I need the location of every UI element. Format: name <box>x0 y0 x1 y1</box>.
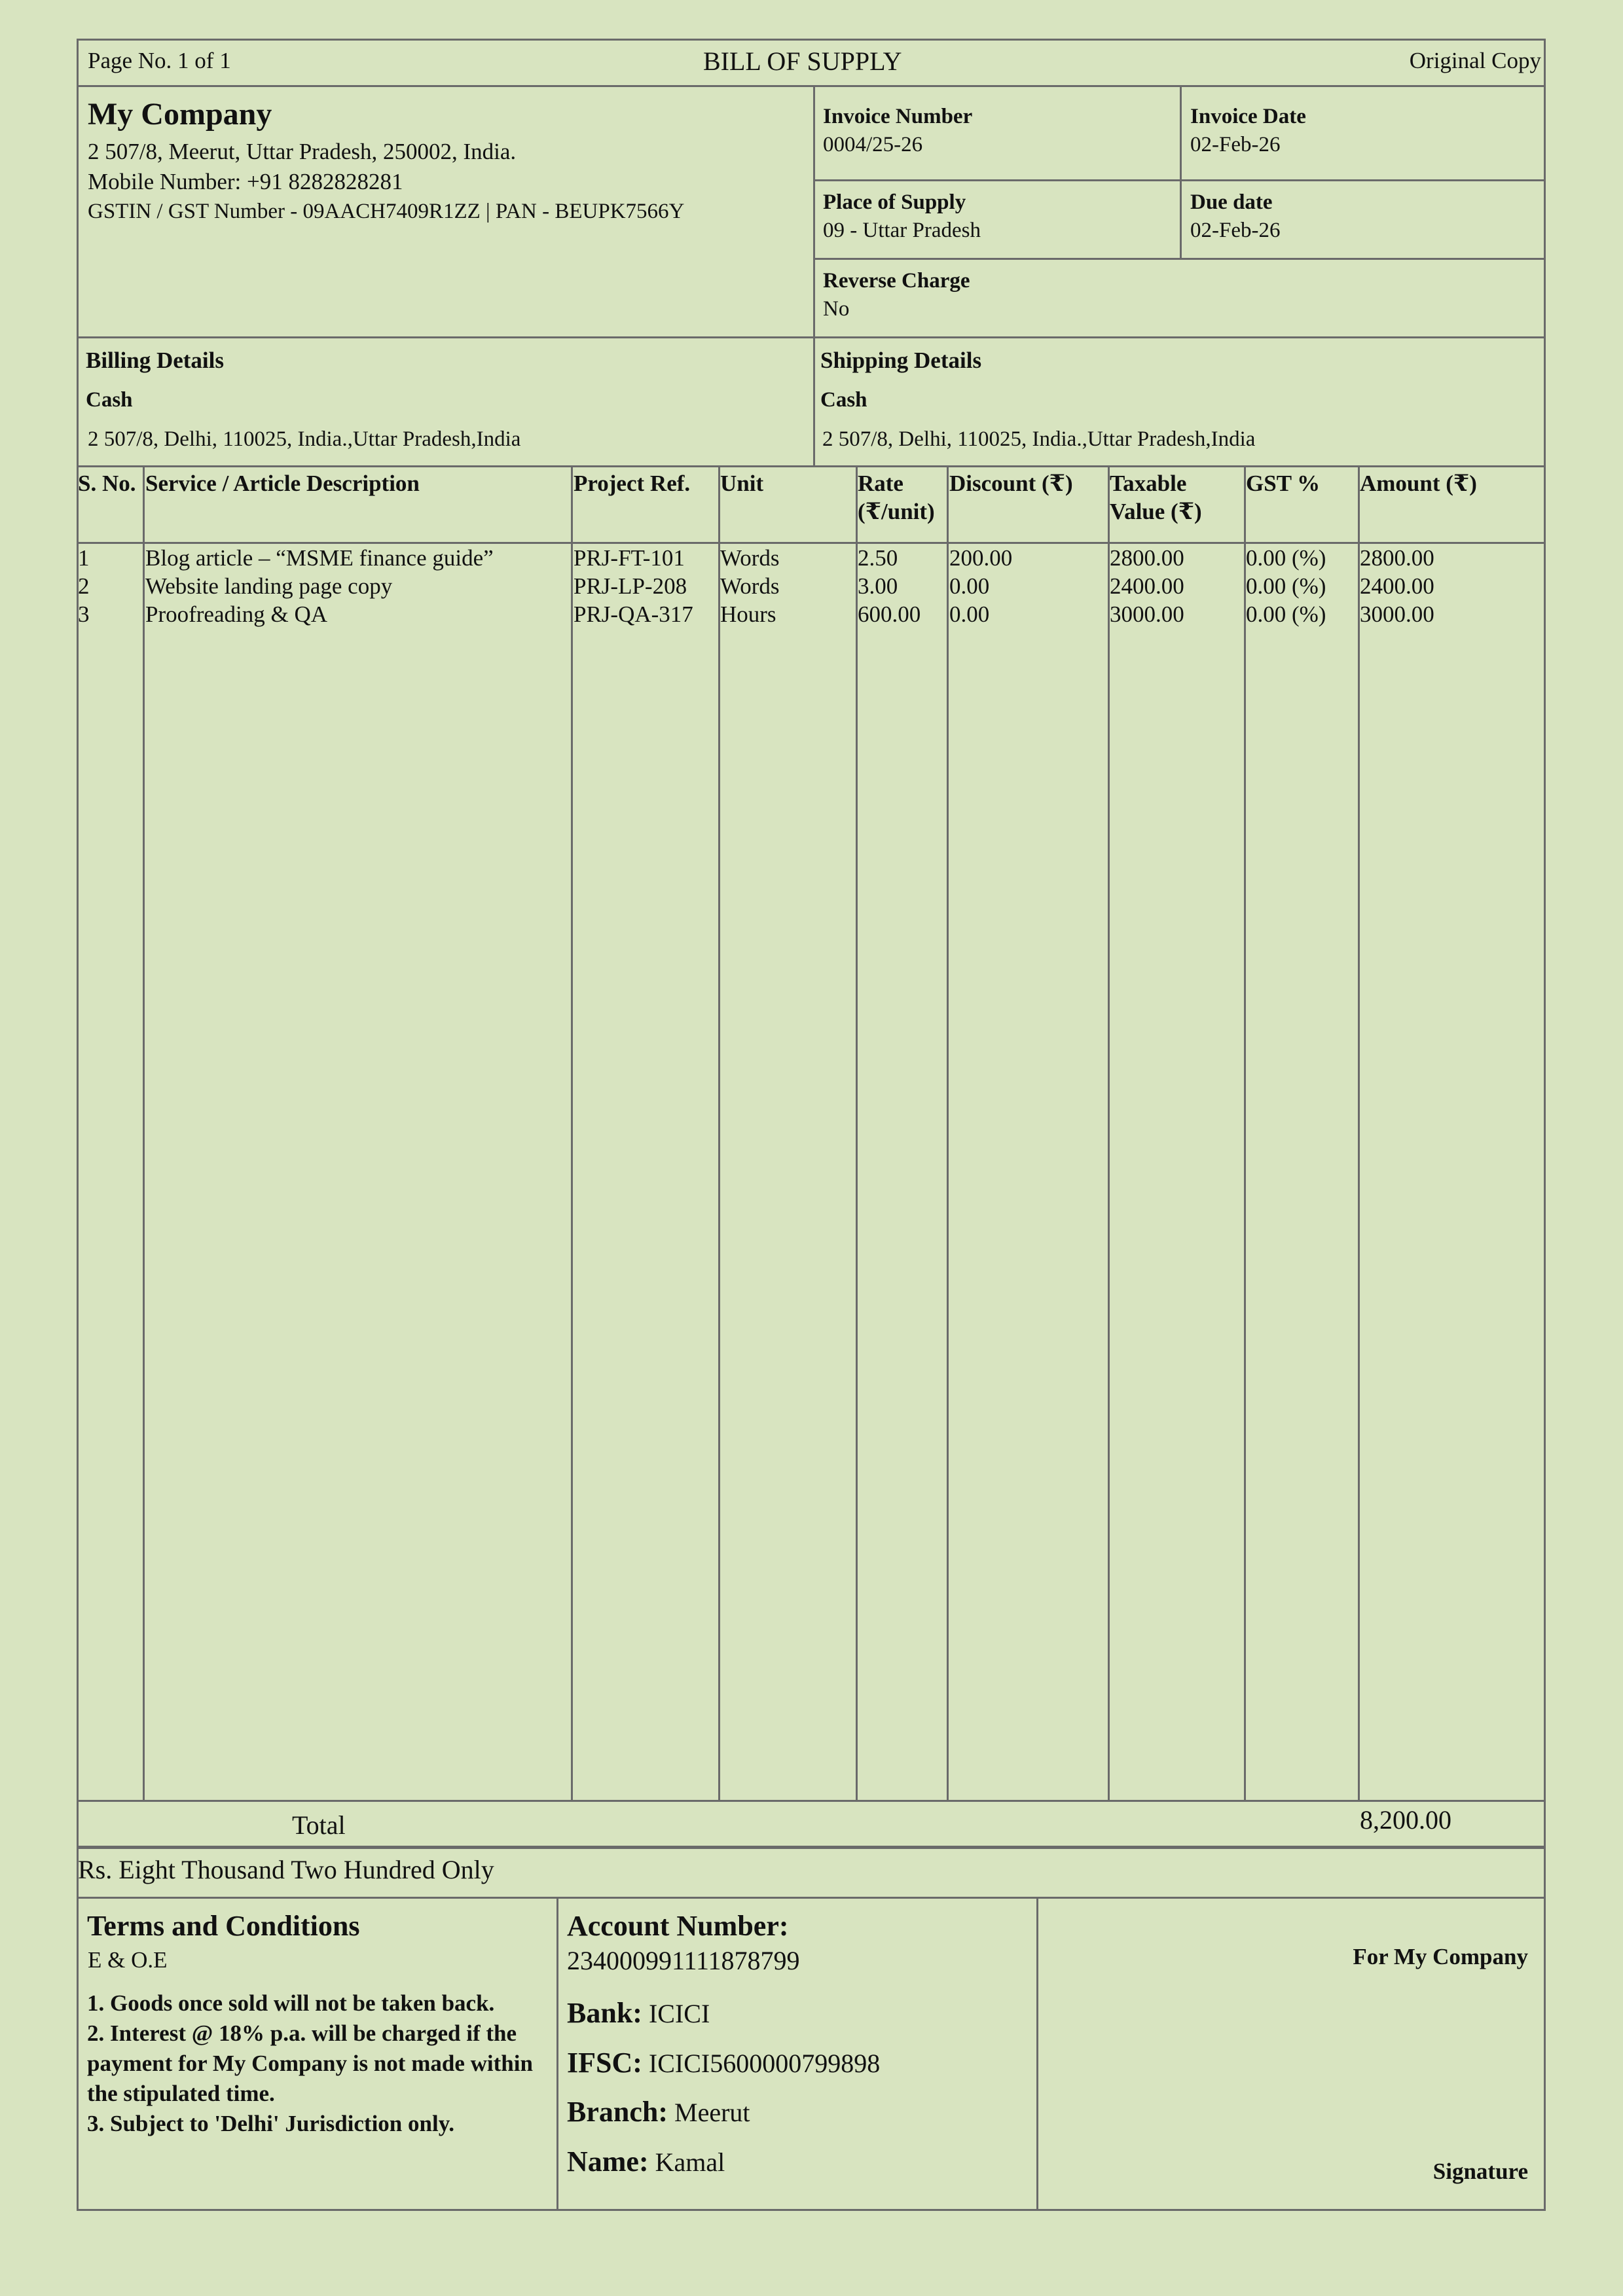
amount-in-words: Rs. Eight Thousand Two Hundred Only <box>78 1855 494 1884</box>
row-2-sno: 2 <box>78 573 90 599</box>
col-header-amount: Amount (₹) <box>1360 471 1477 496</box>
company-name: My Company <box>88 97 272 132</box>
reverse-charge: No <box>823 297 850 321</box>
col-header-sno: S. No. <box>78 471 136 496</box>
total-label: Total <box>292 1810 346 1840</box>
divider <box>1244 465 1246 1802</box>
row-3-amount: 3000.00 <box>1360 601 1434 627</box>
divider <box>1108 465 1110 1802</box>
divider <box>813 258 1546 260</box>
terms-item: 1. Goods once sold will not be taken back. <box>87 1990 495 2016</box>
signature-label: Signature <box>1432 2159 1528 2184</box>
row-2-project: PRJ-LP-208 <box>574 573 687 599</box>
billing-title: Billing Details <box>86 348 224 373</box>
col-header-rate-unit: (₹/unit) <box>858 499 935 524</box>
shipping-name: Cash <box>820 388 867 412</box>
billing-address: 2 507/8, Delhi, 110025, India.,Uttar Pradesh,India <box>88 427 521 451</box>
ifsc-line <box>567 2046 880 2079</box>
divider <box>1036 1897 1038 2211</box>
row-1-rate: 2.50 <box>858 545 898 571</box>
row-2-gst: 0.00 (%) <box>1246 573 1326 599</box>
copy-type: Original Copy <box>1409 48 1541 73</box>
invoice-date: 02-Feb-26 <box>1190 133 1281 156</box>
row-1-discount: 200.00 <box>949 545 1013 571</box>
divider <box>856 465 858 1802</box>
col-header-project: Project Ref. <box>574 471 691 496</box>
terms-eoe: E & O.E <box>88 1947 168 1973</box>
reverse-charge-label: Reverse Charge <box>823 269 970 293</box>
branch-name: Meerut <box>674 2098 750 2127</box>
branch-label: Branch: <box>567 2096 668 2128</box>
row-2-unit: Words <box>720 573 780 599</box>
row-2-rate: 3.00 <box>858 573 898 599</box>
divider <box>947 465 949 1802</box>
place-of-supply: 09 - Uttar Pradesh <box>823 219 981 242</box>
invoice-number-label: Invoice Number <box>823 105 973 128</box>
due-date: 02-Feb-26 <box>1190 219 1281 242</box>
divider <box>1358 465 1360 1802</box>
total-value: 8,200.00 <box>1360 1805 1451 1835</box>
company-mobile: Mobile Number: +91 8282828281 <box>88 169 403 194</box>
shipping-address: 2 507/8, Delhi, 110025, India.,Uttar Pradesh,India <box>822 427 1256 451</box>
invoice-frame <box>77 39 1546 2211</box>
divider <box>77 85 1546 87</box>
divider <box>143 465 145 1802</box>
invoice-number: 0004/25-26 <box>823 133 923 156</box>
col-header-gst: GST % <box>1246 471 1321 496</box>
divider <box>571 465 573 1802</box>
row-3-discount: 0.00 <box>949 601 990 627</box>
branch-line <box>567 2095 750 2128</box>
ifsc-code: ICICI5600000799898 <box>648 2049 881 2078</box>
name-line <box>567 2145 725 2178</box>
terms-item: 2. Interest @ 18% p.a. will be charged if the payment for My Company is not made within the stipulated time. <box>87 2020 533 2106</box>
company-gstin-pan: GSTIN / GST Number - 09AACH7409R1ZZ | PAN - BEUPK7566Y <box>88 200 685 223</box>
bank-label: Bank: <box>567 1997 642 2029</box>
terms-list <box>87 1988 545 2139</box>
page-number: Page No. 1 of 1 <box>88 48 231 73</box>
row-3-project: PRJ-QA-317 <box>574 601 693 627</box>
col-header-taxable-value: Value (₹) <box>1110 499 1202 524</box>
row-3-gst: 0.00 (%) <box>1246 601 1326 627</box>
row-1-taxable: 2800.00 <box>1110 545 1184 571</box>
company-address: 2 507/8, Meerut, Uttar Pradesh, 250002, India. <box>88 139 517 164</box>
row-1-description: Blog article – “MSME finance guide” <box>145 545 494 571</box>
row-3-rate: 600.00 <box>858 601 921 627</box>
col-header-taxable: Taxable <box>1110 471 1187 496</box>
row-1-sno: 1 <box>78 545 90 571</box>
row-3-unit: Hours <box>720 601 776 627</box>
row-1-gst: 0.00 (%) <box>1246 545 1326 571</box>
divider <box>813 85 815 465</box>
divider <box>556 1897 558 2211</box>
divider <box>1180 85 1182 258</box>
holder-name: Kamal <box>655 2147 725 2177</box>
terms-title: Terms and Conditions <box>87 1910 360 1942</box>
shipping-title: Shipping Details <box>820 348 982 373</box>
row-1-unit: Words <box>720 545 780 571</box>
row-1-amount: 2800.00 <box>1360 545 1434 571</box>
divider <box>77 336 1546 338</box>
row-3-sno: 3 <box>78 601 90 627</box>
row-3-description: Proofreading & QA <box>145 601 328 627</box>
col-header-unit: Unit <box>720 471 764 496</box>
document-title: BILL OF SUPPLY <box>703 46 902 76</box>
row-2-taxable: 2400.00 <box>1110 573 1184 599</box>
row-2-amount: 2400.00 <box>1360 573 1434 599</box>
bank-name: ICICI <box>648 1999 710 2028</box>
invoice-date-label: Invoice Date <box>1190 105 1306 128</box>
account-number: 234000991111878799 <box>567 1946 800 1975</box>
place-of-supply-label: Place of Supply <box>823 190 966 214</box>
row-3-taxable: 3000.00 <box>1110 601 1184 627</box>
row-2-discount: 0.00 <box>949 573 990 599</box>
due-date-label: Due date <box>1190 190 1273 214</box>
divider <box>77 1846 1546 1849</box>
divider <box>77 1800 1546 1802</box>
for-company: For My Company <box>1353 1944 1528 1969</box>
terms-item: 3. Subject to 'Delhi' Jurisdiction only. <box>87 2111 455 2136</box>
bank-line <box>567 1996 710 2030</box>
col-header-discount: Discount (₹) <box>949 471 1073 496</box>
holder-label: Name: <box>567 2145 649 2178</box>
col-header-description: Service / Article Description <box>145 471 420 496</box>
divider <box>718 465 720 1802</box>
row-1-project: PRJ-FT-101 <box>574 545 685 571</box>
col-header-rate: Rate <box>858 471 903 496</box>
ifsc-label: IFSC: <box>567 2047 642 2079</box>
row-2-description: Website landing page copy <box>145 573 393 599</box>
divider <box>77 465 1546 467</box>
divider <box>77 1897 1546 1899</box>
billing-name: Cash <box>86 388 133 412</box>
account-number-label: Account Number: <box>567 1910 789 1942</box>
